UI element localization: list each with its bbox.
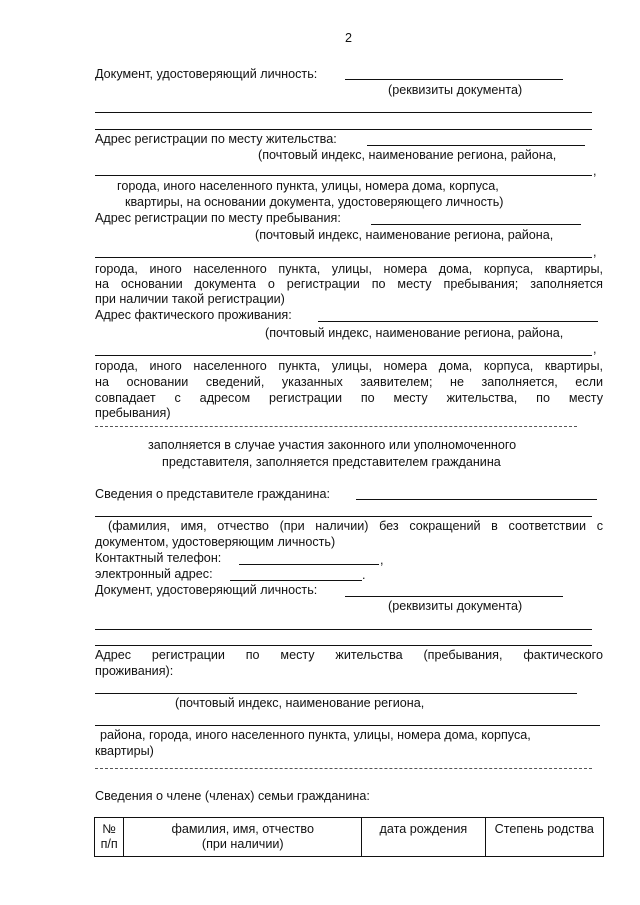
stay-address-hint-3: на основании документа о регистрации по месту пребывания; заполняется	[95, 277, 603, 291]
representative-name-hint-1: (фамилия, имя, отчество (при наличии) без сокращений в соответствии с	[108, 519, 603, 533]
reg-address-hint-3: квартиры, на основании документа, удостоверяющего личность)	[125, 195, 504, 209]
representative-note-line-2: представителя, заполняется представителем гражданина	[162, 455, 501, 469]
phone-field-line[interactable]	[239, 564, 379, 565]
actual-address-hint-5: пребывания)	[95, 406, 171, 420]
table-header-row	[95, 818, 604, 857]
col-relation-label: Степень родства	[494, 822, 594, 836]
stay-address-hint-4: при наличии такой регистрации)	[95, 292, 285, 306]
reg-address-comma: ,	[593, 164, 597, 178]
representative-info-label: Сведения о представителе гражданина:	[95, 487, 330, 501]
stay-address-line	[371, 224, 581, 225]
rep-address-label-2: проживания):	[95, 664, 174, 678]
actual-address-hint-1: (почтовый индекс, наименование региона, района,	[265, 326, 564, 340]
col-full-name-line-1: фамилия, имя, отчество	[171, 822, 314, 836]
family-label: Сведения о члене (членах) семьи гражданина:	[95, 789, 370, 803]
rep-identity-doc-hint: (реквизиты документа)	[388, 599, 523, 613]
actual-address-hint-3: на основании сведений, указанных заявителем; не заполняется, если	[95, 375, 603, 389]
reg-address-line	[367, 145, 585, 146]
col-full-name-line-2: (при наличии)	[201, 837, 284, 851]
page-number: 2	[345, 31, 353, 45]
col-number	[95, 818, 124, 857]
representative-name-hint-2: документом, удостоверяющим личность)	[95, 535, 336, 549]
col-relation	[485, 818, 603, 857]
identity-doc-label: Документ, удостоверяющий личность:	[95, 67, 318, 81]
email-field-line[interactable]	[230, 580, 362, 581]
rep-identity-doc-label: Документ, удостоверяющий личность:	[95, 583, 318, 597]
stay-address-comma: ,	[593, 245, 597, 259]
representative-info-line	[356, 499, 597, 500]
phone-suffix: ,	[380, 553, 384, 567]
reg-address-hint-2: города, иного населенного пункта, улицы, номера дома, корпуса,	[117, 179, 499, 193]
identity-doc-hint: (реквизиты документа)	[388, 83, 523, 97]
family-table	[94, 817, 604, 857]
representative-info-line-2	[95, 516, 592, 517]
stay-address-label: Адрес регистрации по месту пребывания:	[95, 211, 341, 225]
col-birth-date	[362, 818, 485, 857]
reg-address-line-2	[95, 175, 592, 176]
identity-doc-line-2	[95, 112, 592, 113]
col-number-line-2: п/п	[100, 837, 118, 851]
rep-address-label-1: Адрес регистрации по месту жительства (пребывания, фактического	[95, 648, 603, 662]
col-full-name	[124, 818, 362, 857]
phone-label: Контактный телефон:	[95, 551, 222, 565]
email-label: электронный адрес:	[95, 567, 213, 581]
identity-doc-line	[345, 79, 563, 80]
rep-identity-doc-line-2	[95, 629, 592, 630]
rep-address-line-2	[95, 725, 600, 726]
rep-identity-doc-line-3	[95, 645, 592, 646]
rep-address-hint-2: района, города, иного населенного пункта, улицы, номера дома, корпуса,	[100, 728, 531, 742]
stay-address-hint-2: города, иного населенного пункта, улицы, номера дома, корпуса, квартиры,	[95, 262, 603, 276]
col-number-line-1: №	[102, 822, 116, 836]
identity-doc-line-3	[95, 129, 592, 130]
actual-address-comma: ,	[593, 342, 597, 356]
actual-address-line-2	[95, 355, 592, 356]
email-suffix: .	[362, 568, 366, 582]
rep-address-hint-3: квартиры)	[95, 744, 154, 758]
actual-address-hint-2: города, иного населенного пункта, улицы, номера дома, корпуса, квартиры,	[95, 359, 603, 373]
actual-address-hint-4: совпадает с адресом регистрации по месту жительства, по месту	[95, 391, 603, 405]
reg-address-label: Адрес регистрации по месту жительства:	[95, 132, 337, 146]
stay-address-line-2	[95, 257, 592, 258]
rep-address-line	[95, 693, 577, 694]
dashed-separator-1	[95, 426, 577, 427]
reg-address-hint-1: (почтовый индекс, наименование региона, района,	[258, 148, 557, 162]
col-birth-date-label: дата рождения	[379, 822, 468, 836]
rep-identity-doc-line	[345, 596, 563, 597]
stay-address-hint-1: (почтовый индекс, наименование региона, района,	[255, 228, 554, 242]
rep-address-hint-1: (почтовый индекс, наименование региона,	[175, 696, 425, 710]
representative-note-line-1: заполняется в случае участия законного или уполномоченного	[148, 438, 517, 452]
actual-address-line	[318, 321, 598, 322]
dashed-separator-2	[95, 768, 592, 769]
actual-address-label: Адрес фактического проживания:	[95, 308, 292, 322]
